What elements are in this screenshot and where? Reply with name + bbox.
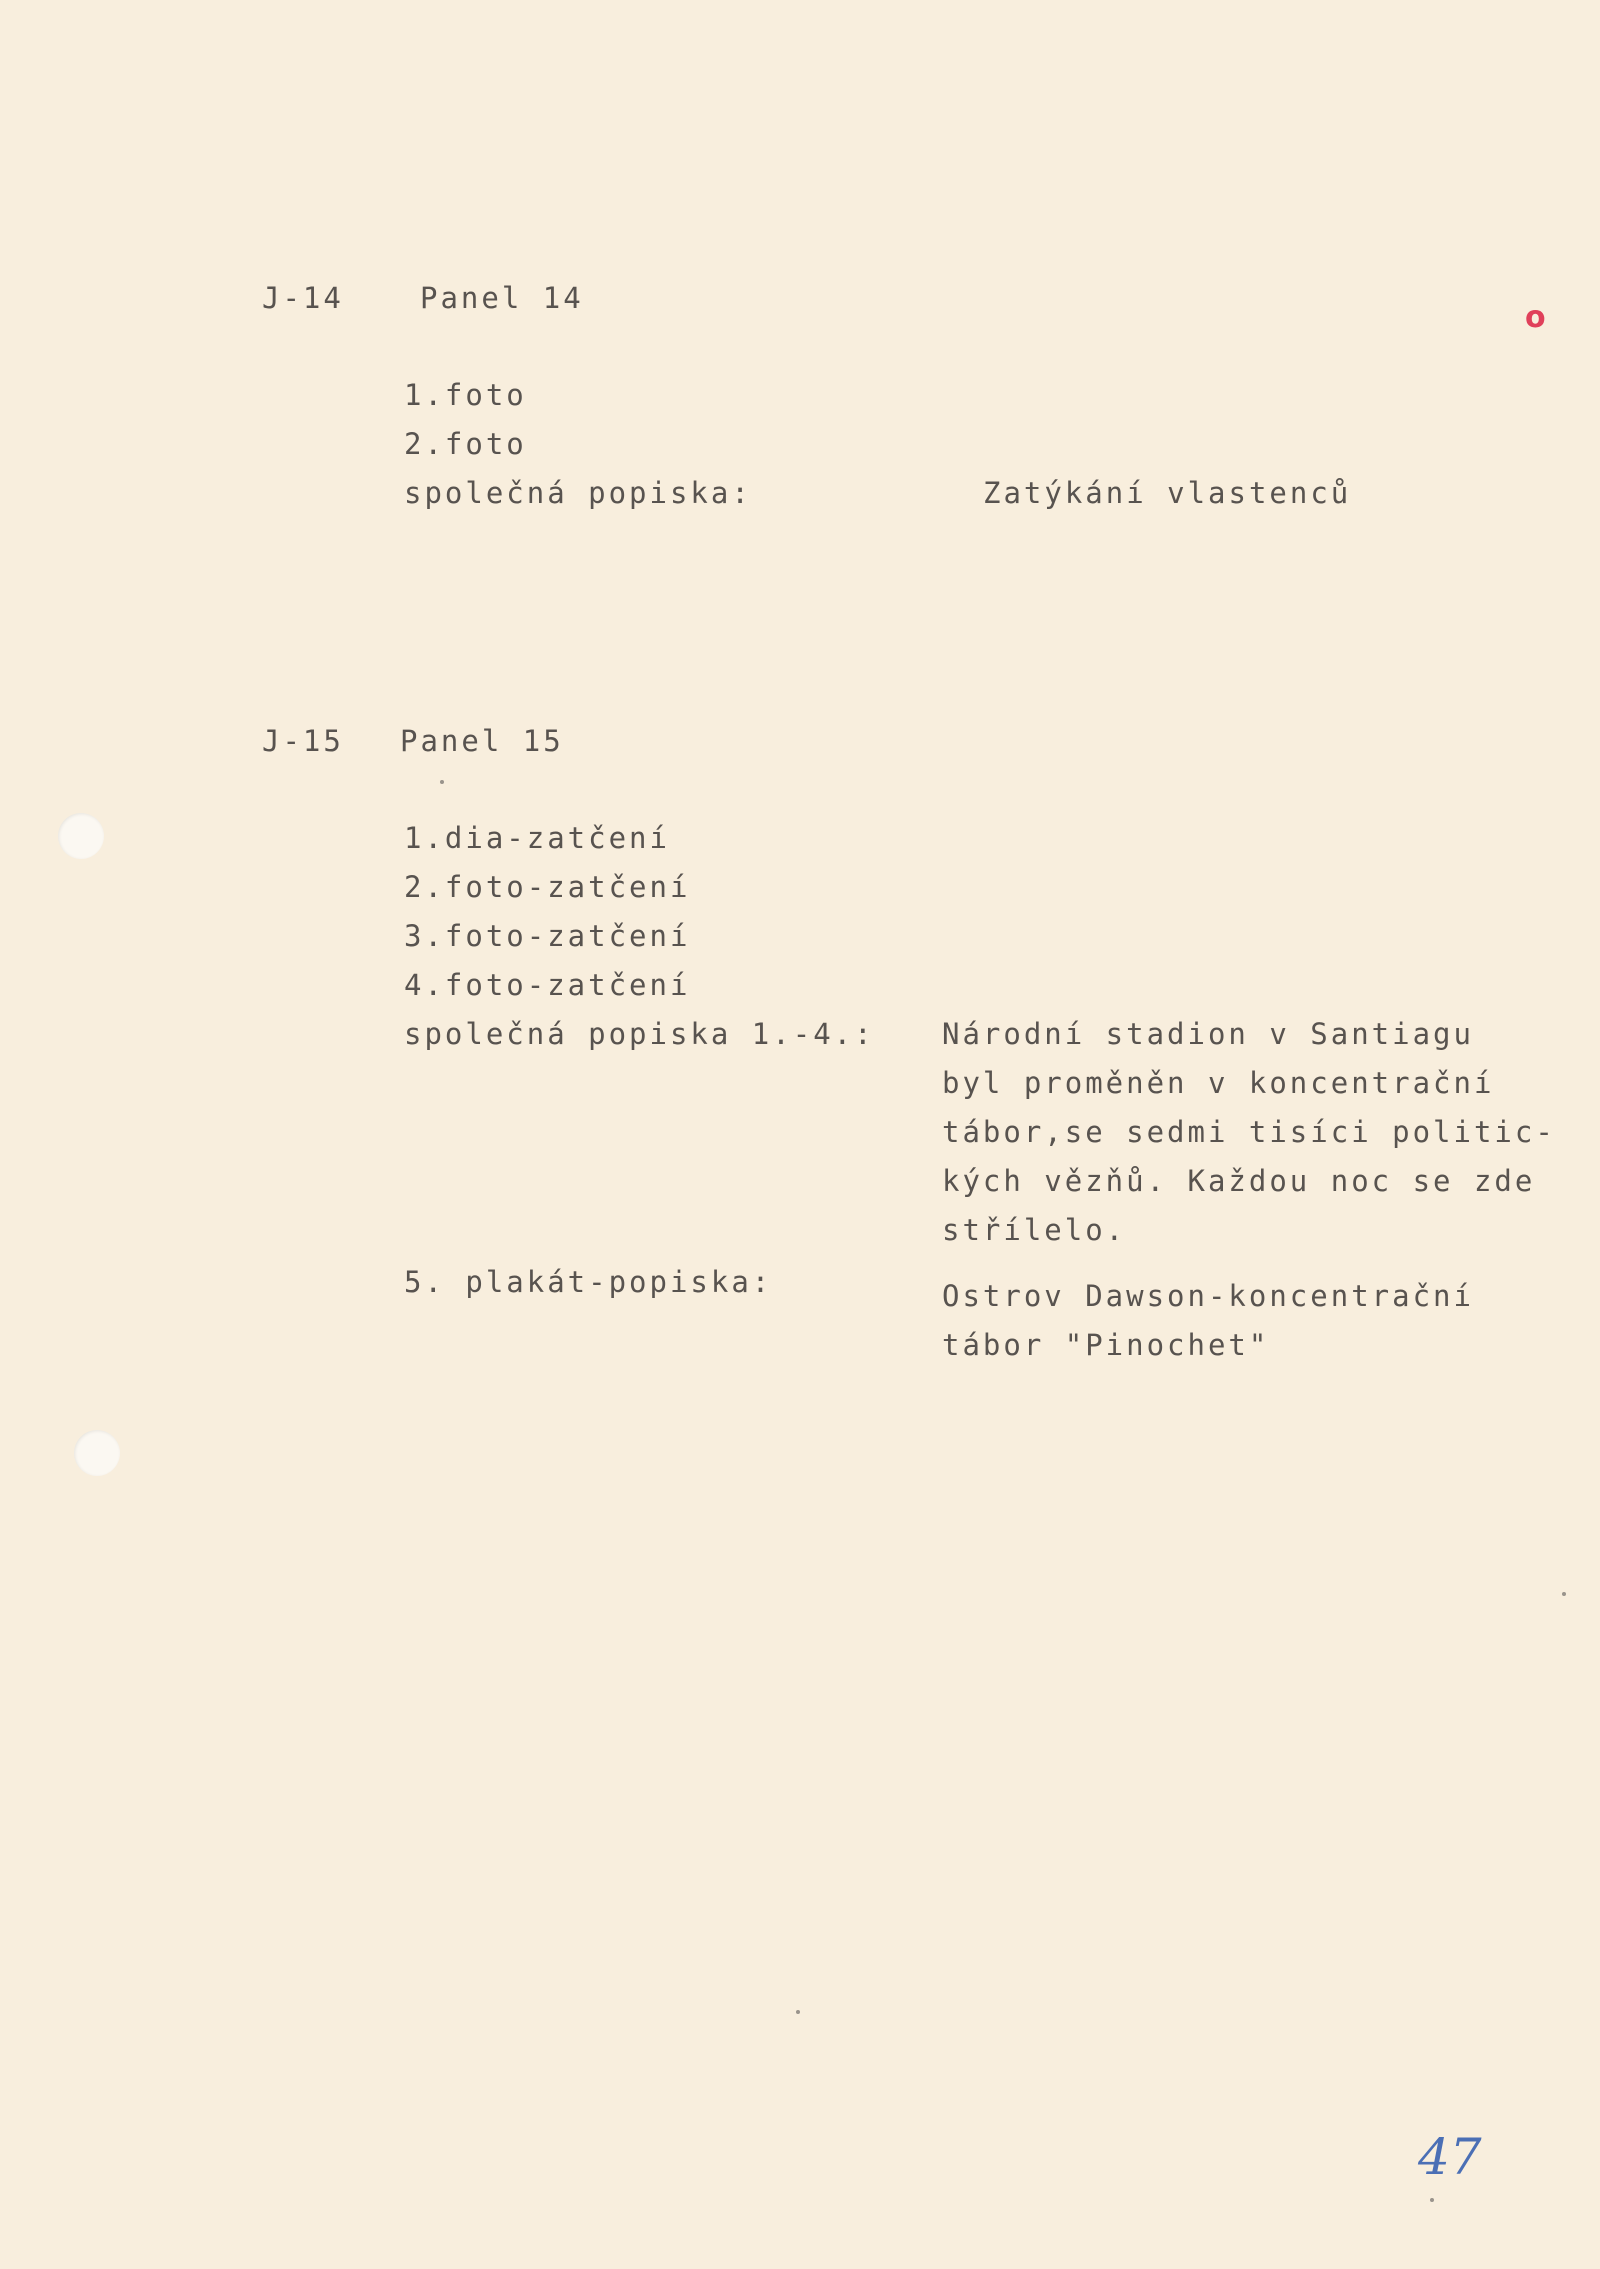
punch-hole-bottom [74, 1430, 120, 1476]
item-j14-1: 1.foto [404, 378, 527, 412]
poster-text-j15-line2: tábor "Pinochet" [942, 1328, 1270, 1362]
item-j14-2: 2.foto [404, 427, 527, 461]
red-margin-mark: o [1525, 300, 1546, 335]
caption-label-j15: společná popiska 1.-4.: [404, 1017, 875, 1051]
item-j15-1: 1.dia-zatčení [404, 821, 670, 855]
paper-speck [1562, 1592, 1566, 1596]
item-j15-4: 4.foto-zatčení [404, 968, 691, 1002]
paper-speck [440, 780, 444, 784]
paper-speck [1430, 2198, 1434, 2202]
section-panel-15: Panel 15 [400, 724, 564, 758]
item-j15-2: 2.foto-zatčení [404, 870, 691, 904]
poster-text-j15-line1: Ostrov Dawson-koncentrační [942, 1279, 1474, 1313]
section-code-j14: J-14 [262, 281, 344, 315]
item-j15-3: 3.foto-zatčení [404, 919, 691, 953]
section-panel-14: Panel 14 [420, 281, 584, 315]
caption-label-j14: společná popiska: [404, 476, 752, 510]
punch-hole-top [58, 813, 104, 859]
handwritten-page-number: 47 [1418, 2128, 1482, 2186]
caption-text-j14: Zatýkání vlastenců [983, 476, 1352, 510]
paper-speck [796, 2010, 800, 2014]
caption-text-j15-line5: střílelo. [942, 1213, 1127, 1247]
section-code-j15: J-15 [262, 724, 344, 758]
caption-text-j15-line4: kých vězňů. Každou noc se zde [942, 1164, 1536, 1198]
caption-text-j15-line2: byl proměněn v koncentrační [942, 1066, 1495, 1100]
caption-text-j15-line3: tábor,se sedmi tisíci politic- [942, 1115, 1556, 1149]
caption-text-j15-line1: Národní stadion v Santiagu [942, 1017, 1474, 1051]
poster-label-j15: 5. plakát-popiska: [404, 1265, 773, 1299]
